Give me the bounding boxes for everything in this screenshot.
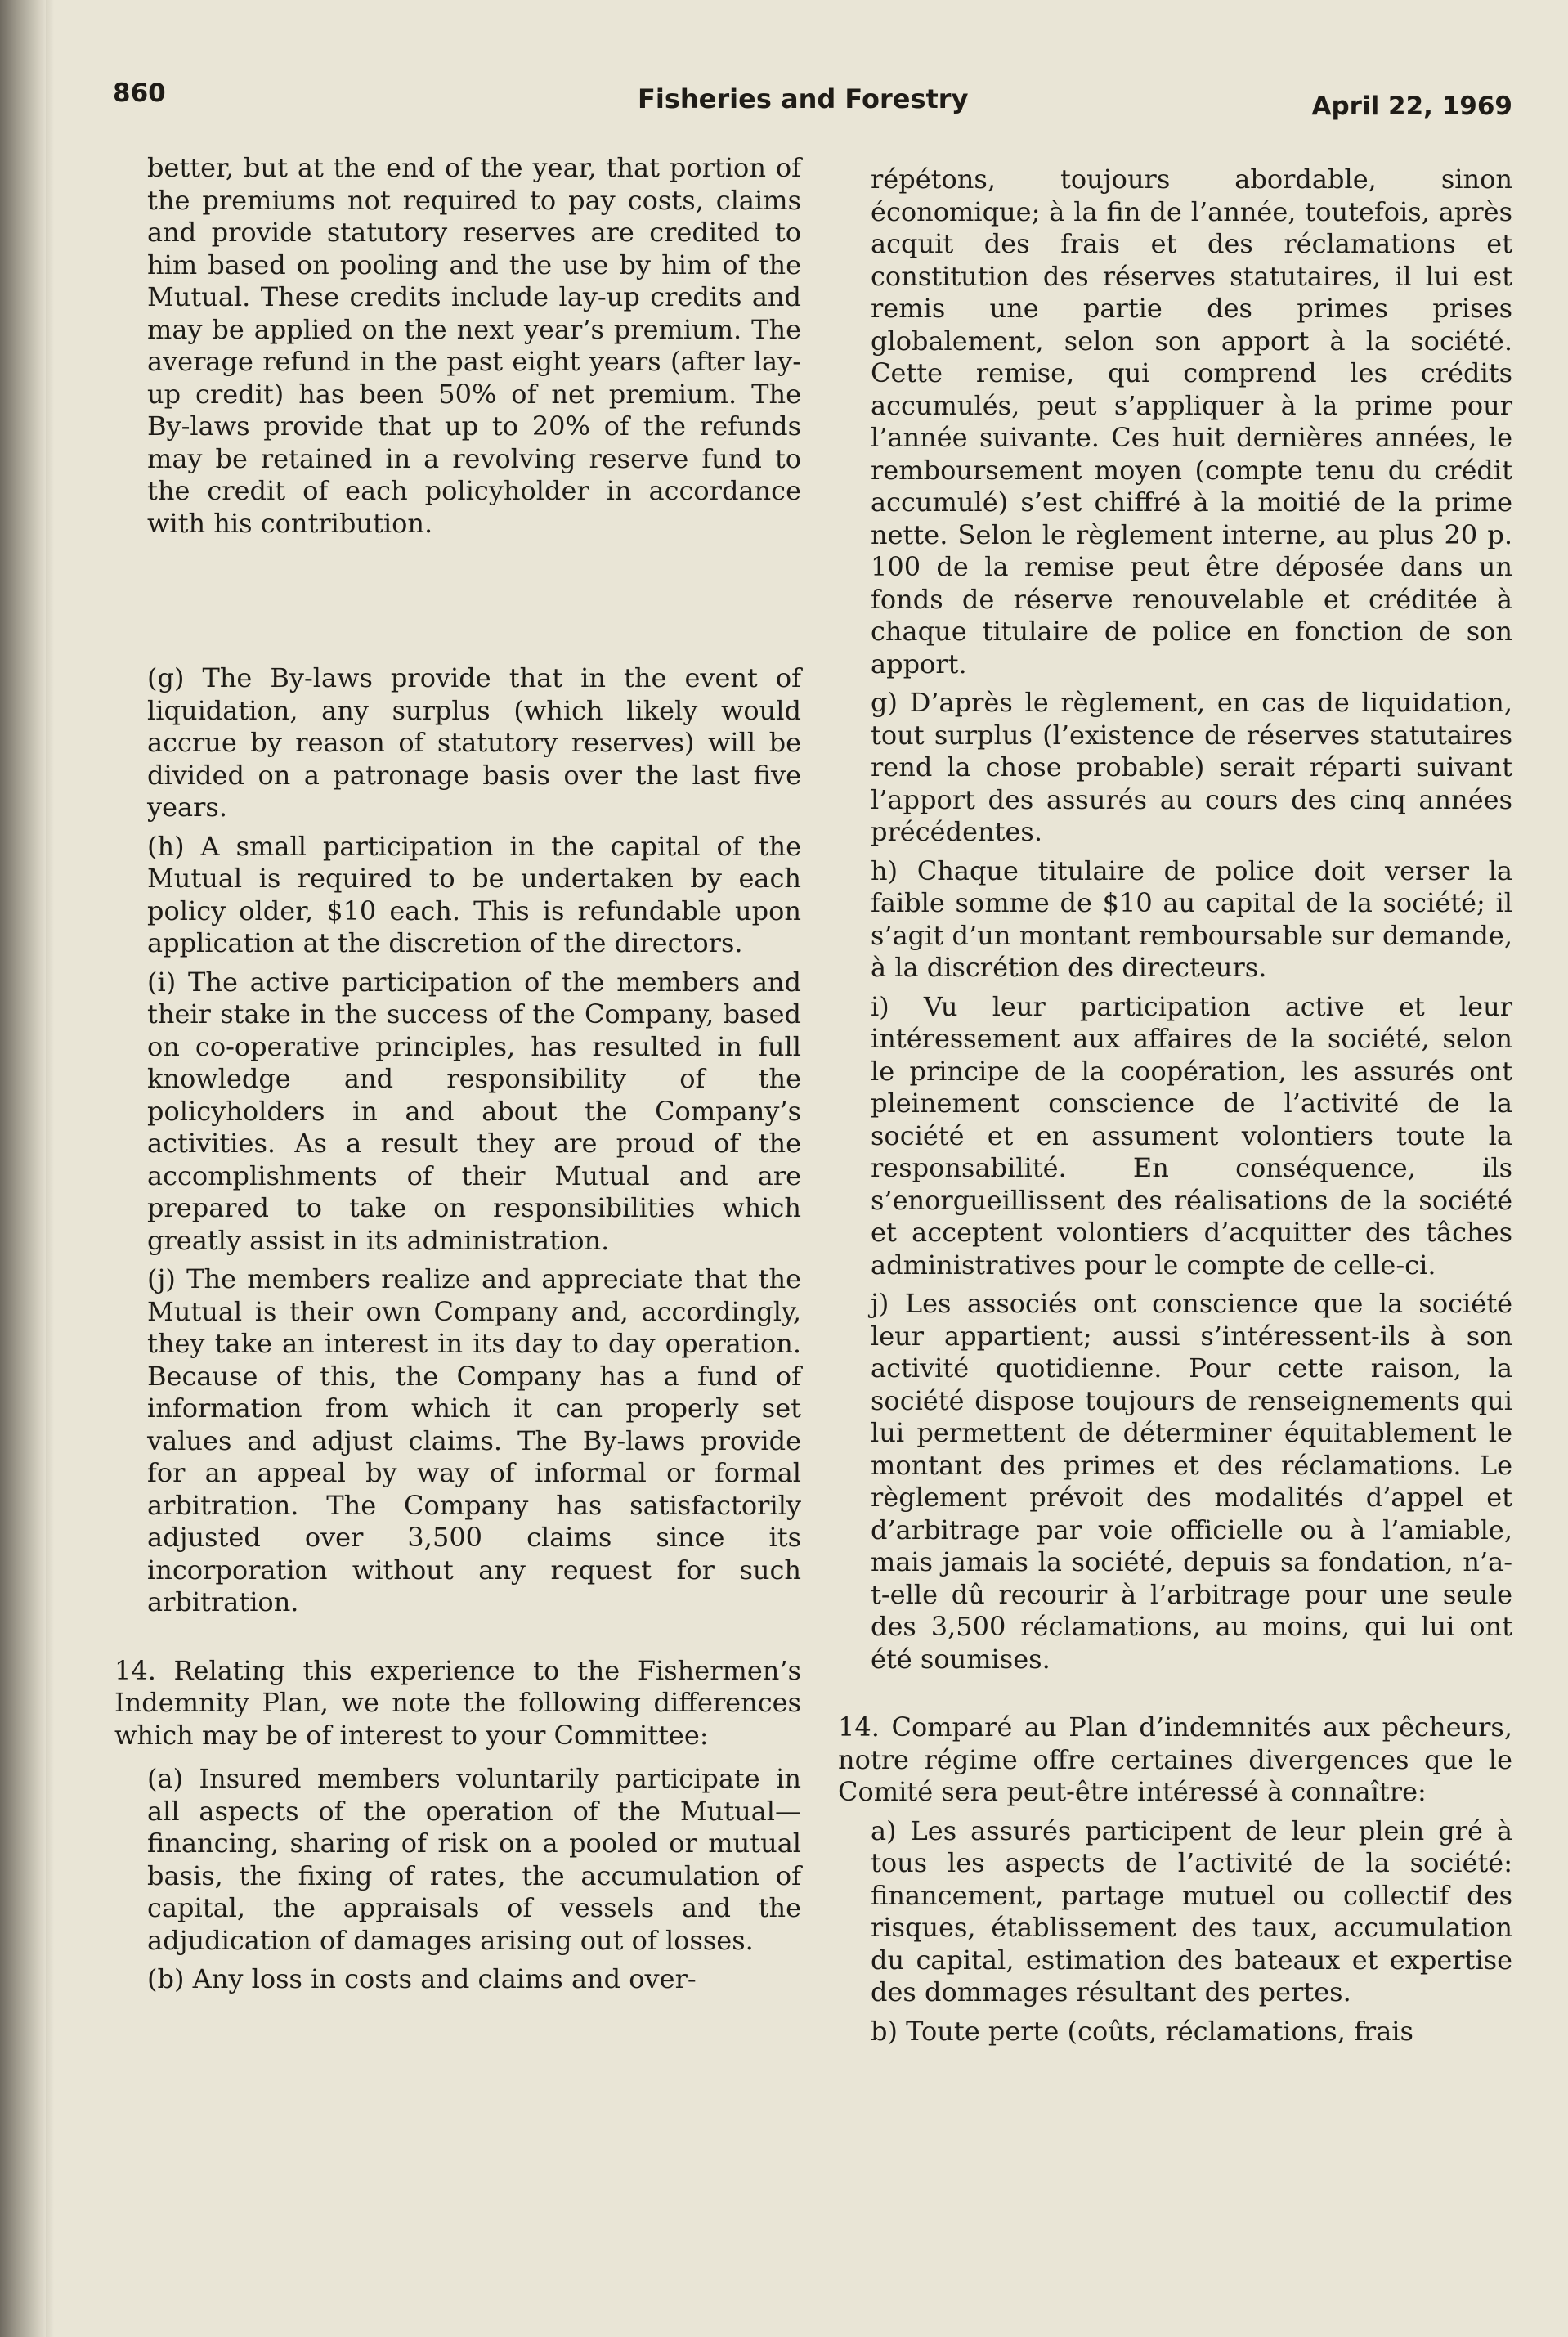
english-column: [114, 152, 801, 1996]
en-paragraph-i: (i) The active participation of the members and their stake in the success of the Company, based on co-operative principles, has resulted in full knowledge and responsibility of the policyholders in and about the Company’s activities. As a result they are proud of the accomplishments of their Mutual and are prepared to take on responsibilities which greatly assist in its administration.: [147, 966, 801, 1256]
fr-paragraph-g: g) D’après le règlement, en cas de liquidation, tout surplus (l’existence de réserves statutaires rend la chose probable) serait réparti suivant l’apport des assurés au cours des cinq années précédentes.: [871, 687, 1512, 847]
en-paragraph-continued: better, but at the end of the year, that portion of the premiums not required to pay costs, claims and provide statutory reserves are credited to him based on pooling and the use by him of the Mutual. These credits include lay-up credits and may be applied on the next year’s premium. The average refund in the past eight years (after lay-up credit) has been 50% of net premium. The By-laws provide that up to 20% of the refunds may be retained in a revolving reserve fund to the credit of each policyholder in accordance with his contribution.: [147, 152, 801, 539]
en-paragraph-a: (a) Insured members voluntarily participate in all aspects of the operation of the Mutual—financing, sharing of risk on a pooled or mutual basis, the fixing of rates, the accumulation of capital, the appraisals of vessels and the adjudication of damages arising out of losses.: [147, 1763, 801, 1956]
fr-paragraph-14: 14. Comparé au Plan d’indemnités aux pêcheurs, notre régime offre certaines divergences que le Comité sera peut-être intéressé à connaître:: [838, 1711, 1512, 1807]
fr-paragraph-b: b) Toute perte (coûts, réclamations, frais: [871, 2015, 1413, 2047]
en-paragraph-g: (g) The By-laws provide that in the event of liquidation, any surplus (which likely would accrue by reason of statutory reserves) will be divided on a patronage basis over the last five years.: [147, 662, 801, 823]
fr-paragraph-i: i) Vu leur participation active et leur intéressement aux affaires de la société, selon le principe de la coopération, les assurés ont pleinement conscience de l’activité de la société et en assument volontiers toute la responsabilité. En conséquence, ils s’enorgueillissent des réalisations de la société et acceptent volontiers d’acquitter des tâches administratives pour le compte de celle-ci.: [871, 990, 1512, 1281]
en-paragraph-h: (h) A small participation in the capital of the Mutual is required to be undertaken by each policy older, $10 each. This is refundable upon application at the discretion of the directors.: [147, 830, 801, 958]
en-paragraph-j: (j) The members realize and appreciate that the Mutual is their own Company and, accordingly, they take an interest in its day to day operation. Because of this, the Company has a fund of information from which it can properly set values and adjust claims. The By-laws provide for an appeal by way of informal or formal arbitration. The Company has satisfactorily adjusted over 3,500 claims since its incorporation without any request for such arbitration.: [147, 1263, 801, 1617]
page-gutter: [46, 0, 54, 2337]
en-paragraph-14: 14. Relating this experience to the Fishermen’s Indemnity Plan, we note the following differences which may be of interest to your Committee:: [114, 1654, 801, 1751]
fr-paragraph-j: j) Les associés ont conscience que la société leur appartient; aussi s’intéressent-ils à son activité quotidienne. Pour cette raison, la société dispose toujours de renseignements qui lui permettent de déterminer équitablement le montant des primes et des réclamations. Le règlement prévoit des modalités d’appel et d’arbitrage par voie officielle ou à l’amiable, mais jamais la société, depuis sa fondation, n’a-t-elle dû recourir à l’arbitrage pour une seule des 3,500 réclamations, au moins, qui lui ont été soumises.: [871, 1288, 1512, 1675]
en-paragraph-b: (b) Any loss in costs and claims and over-: [147, 1963, 697, 1994]
fr-paragraph-h: h) Chaque titulaire de police doit verser la faible somme de $10 au capital de la société; il s’agit d’un montant remboursable sur demande, à la discrétion des directeurs.: [871, 855, 1512, 983]
header-date: April 22, 1969: [1311, 92, 1512, 121]
fr-paragraph-continued: répétons, toujours abordable, sinon économique; à la fin de l’année, toutefois, après acquit des frais et des réclamations et constitution des réserves statutaires, il lui est remis une partie des primes prises globalement, selon son apport à la société. Cette remise, qui comprend les crédits accumulés, peut s’appliquer à la prime pour l’année suivante. Ces huit dernières années, le remboursement moyen (compte tenu du crédit accumulé) s’est chiffré à la moitié de la prime nette. Selon le règlement interne, au plus 20 p. 100 de la remise peut être déposée dans un fonds de réserve renouvelable et créditée à chaque titulaire de police en fonction de son apport.: [871, 164, 1512, 680]
page-number: 860: [113, 78, 166, 108]
running-title: Fisheries and Forestry: [638, 83, 969, 114]
fr-paragraph-a: a) Les assurés participent de leur plein gré à tous les aspects de l’activité de la société: financement, partage mutuel ou collectif des risques, établissement des taux, accumulation du capital, estimation des bateaux et expertise des dommages résultant des pertes.: [871, 1814, 1512, 2007]
french-column: [838, 164, 1512, 2048]
page-header: [106, 72, 1512, 129]
book-binding-shadow: [0, 0, 46, 2337]
